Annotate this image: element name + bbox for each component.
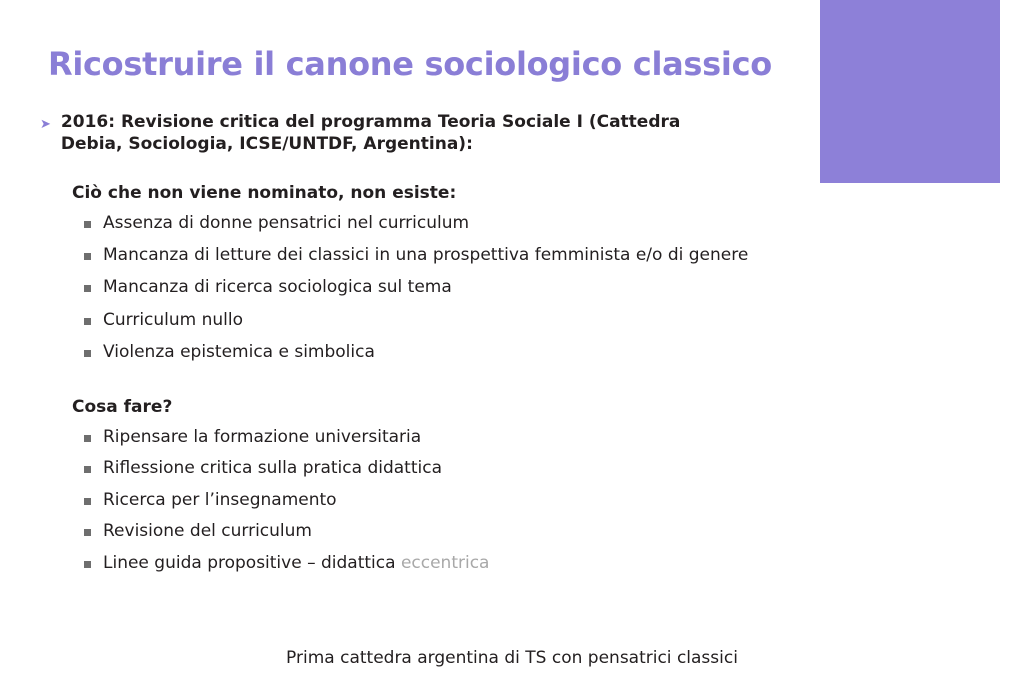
list-item: [84, 341, 784, 363]
list-item-text: Mancanza di letture dei classici in una prospettiva femminista e/o di genere: [103, 245, 749, 266]
section-two: [40, 396, 800, 574]
square-bullet-icon: [84, 561, 91, 568]
list-item: [84, 309, 784, 331]
list-item-text: Curriculum nullo: [103, 309, 244, 330]
square-bullet-icon: [84, 529, 91, 536]
lead-paragraph-text: 2016: Revisione critica del programma Teoria Sociale I (Cattedra Debia, Sociologia, ICSE/UNTDF, Argentina):: [60, 112, 681, 154]
list-item-text: Mancanza di ricerca sociologica sul tema: [103, 277, 452, 298]
decorative-color-block: [820, 0, 1000, 183]
lead-paragraph: [40, 112, 800, 156]
list-item: [84, 552, 784, 574]
square-bullet-icon: [84, 318, 91, 325]
list-item: [84, 244, 784, 266]
page-title: Ricostruire il canone sociologico classico: [48, 45, 772, 84]
list-item-text: Violenza epistemica e simbolica: [103, 342, 375, 363]
list-item: [84, 457, 784, 479]
square-bullet-icon: [84, 498, 91, 505]
arrow-bullet-icon: ➤: [40, 117, 51, 132]
section-one-heading: Ciò che non viene nominato, non esiste:: [72, 182, 457, 203]
square-bullet-icon: [84, 350, 91, 357]
list-item-text-main: Linee guida propositive – didattica: [103, 552, 401, 573]
square-bullet-icon: [84, 466, 91, 473]
list-item-text: Ricerca per l’insegnamento: [103, 489, 337, 510]
list-item-text-highlighted: [103, 552, 489, 574]
list-item: [84, 426, 784, 448]
square-bullet-icon: [84, 435, 91, 442]
list-item-text: Revisione del curriculum: [103, 521, 312, 542]
section-one-bullet-list: [40, 212, 800, 364]
footer-caption: Prima cattedra argentina di TS con pensatrici classici: [286, 648, 738, 668]
slide-body: [40, 112, 800, 583]
square-bullet-icon: [84, 221, 91, 228]
list-item-text-emphasis: eccentrica: [400, 552, 490, 573]
list-item: [84, 212, 784, 234]
section-two-heading: Cosa fare?: [72, 396, 173, 417]
section-one: [40, 182, 800, 364]
list-item: [84, 276, 784, 298]
list-item-text: Assenza di donne pensatrici nel curriculum: [103, 212, 470, 233]
square-bullet-icon: [84, 285, 91, 292]
list-item-text: Ripensare la formazione universitaria: [103, 426, 422, 447]
section-two-bullet-list: [40, 426, 800, 574]
list-item-text: Riflessione critica sulla pratica didattica: [103, 458, 442, 479]
list-item: [84, 489, 784, 511]
square-bullet-icon: [84, 253, 91, 260]
list-item: [84, 520, 784, 542]
